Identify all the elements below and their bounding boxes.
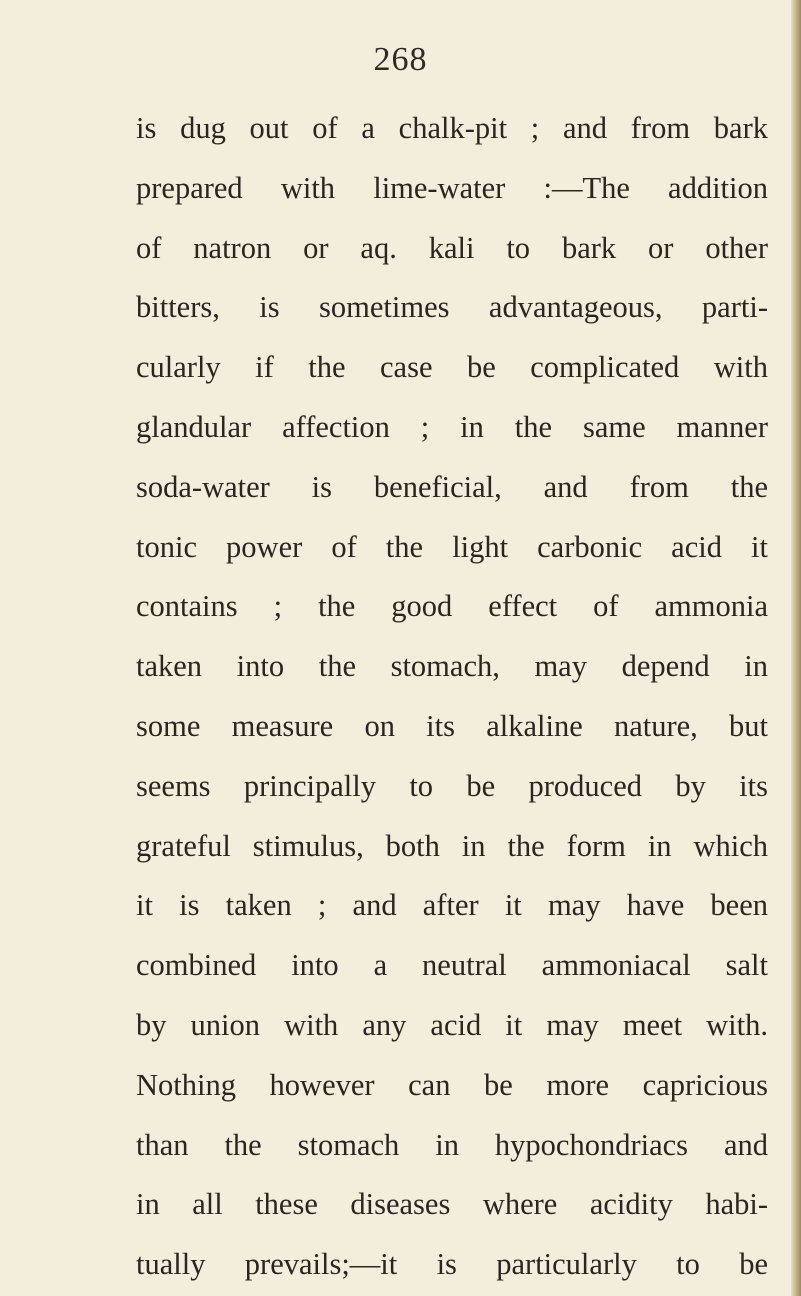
body-text	[136, 99, 768, 1295]
text-line: of natron or aq. kali to bark or other	[136, 230, 768, 265]
text-line: soda-water is beneficial, and from the	[136, 469, 768, 504]
text-line: it is taken ; and after it may have been	[136, 888, 768, 923]
text-line: bitters, is sometimes advantageous, parti-	[136, 290, 768, 325]
text-line: combined into a neutral ammoniacal salt	[136, 948, 768, 983]
page-edge	[791, 0, 801, 1296]
text-line: contains ; the good effect of ammonia	[136, 589, 768, 624]
text-line: cularly if the case be complicated with	[136, 350, 768, 385]
text-line: by union with any acid it may meet with.	[136, 1007, 768, 1042]
text-line: tonic power of the light carbonic acid it	[136, 529, 768, 564]
text-line: grateful stimulus, both in the form in which	[136, 828, 768, 863]
text-line: some measure on its alkaline nature, but	[136, 708, 768, 743]
text-line: in all these diseases where acidity habi-	[136, 1187, 768, 1222]
text-line: than the stomach in hypochondriacs and	[136, 1127, 768, 1162]
text-line: glandular affection ; in the same manner	[136, 409, 768, 444]
text-line: is dug out of a chalk-pit ; and from bark	[136, 111, 768, 145]
text-line: seems principally to be produced by its	[136, 768, 768, 803]
text-line: prepared with lime-water :—The addition	[136, 170, 768, 205]
text-line: tually prevails;—it is particularly to be	[136, 1247, 768, 1282]
text-line: taken into the stomach, may depend in	[136, 649, 768, 684]
text-line: Nothing however can be more capricious	[136, 1067, 768, 1102]
page-number: 268	[373, 41, 428, 78]
